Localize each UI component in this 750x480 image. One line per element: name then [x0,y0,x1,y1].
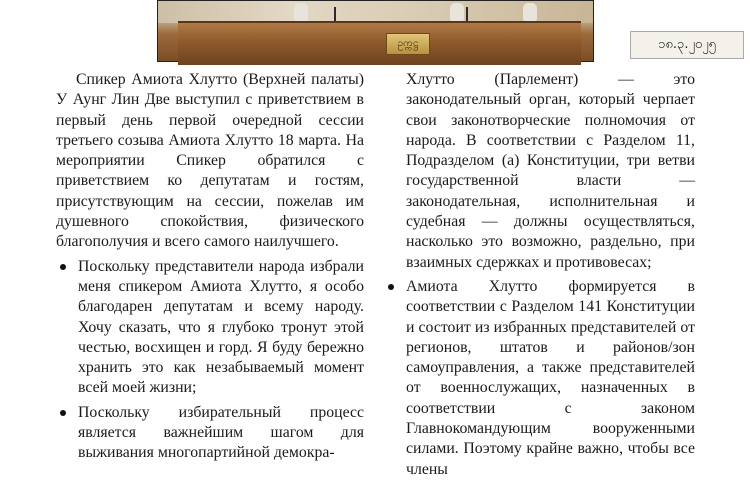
microphone-icon [466,7,468,21]
photo-person [523,3,537,21]
lead-paragraph: Спикер Амиота Хлутто (Верхней палаты) У Аунг Лин Две выступил с приветствием в первый день первой очередной сессии третьего созыва Амиота Хлутто 18 марта. На мероприятии Спикер обратился с приветствием ко депутатам и гостям, присутствующим на сессии, пожелав им душевного спокойствия, физического благополучия и всего самого наилучшего. [56,71,364,251]
date-plate: ၁၈.၃.၂၀၂၅ [630,31,744,59]
right-bullet-list [384,277,695,480]
photo-person [294,3,308,21]
bullet-item: Поскольку избирательный процесс является важнейшим шагом для выживания многопартийной демокра- [56,403,364,464]
microphone-icon [334,7,336,21]
session-photo [157,0,716,62]
bullet-item: Поскольку представители народа избрали меня спикером Амиота Хлутто, я особо благодарен депутатам и всему народу. Хочу сказать, что я глубоко тронут этой честью, восхищен и горд. Я буду бережно хранить это как незабываемый момент всей моей жизни; [56,257,364,399]
right-column [384,70,695,480]
bullet-item: Амиота Хлутто формируется в соответствии с Разделом 141 Конституции и состоит из избранных представителей от регионов, штатов и районов/зон самоуправления, а также представителей от военнослужащих, назначенных в соответствии с законом Главнокомандующим вооруженными силами. Поэтому крайне важно, чтобы все члены [384,277,695,480]
continued-paragraph: Хлутто (Парлемент) — это законодательный орган, который черпает свои законотворческие полномочия от народа. В соответствии с Разделом 11, Подразделом (а) Конституции, три ветви государственной власти — законодательная, исполнительная и судебная — должны осуществляться, насколько это возможно, раздельно, при взаимных сдержках и противовесах; [406,71,695,271]
left-bullet-list [56,257,364,464]
left-column [56,70,364,464]
chairman-plaque: ဥက္ကဋ္ဌ [386,33,430,55]
photo-person [450,3,464,21]
photo-desk [178,21,581,65]
